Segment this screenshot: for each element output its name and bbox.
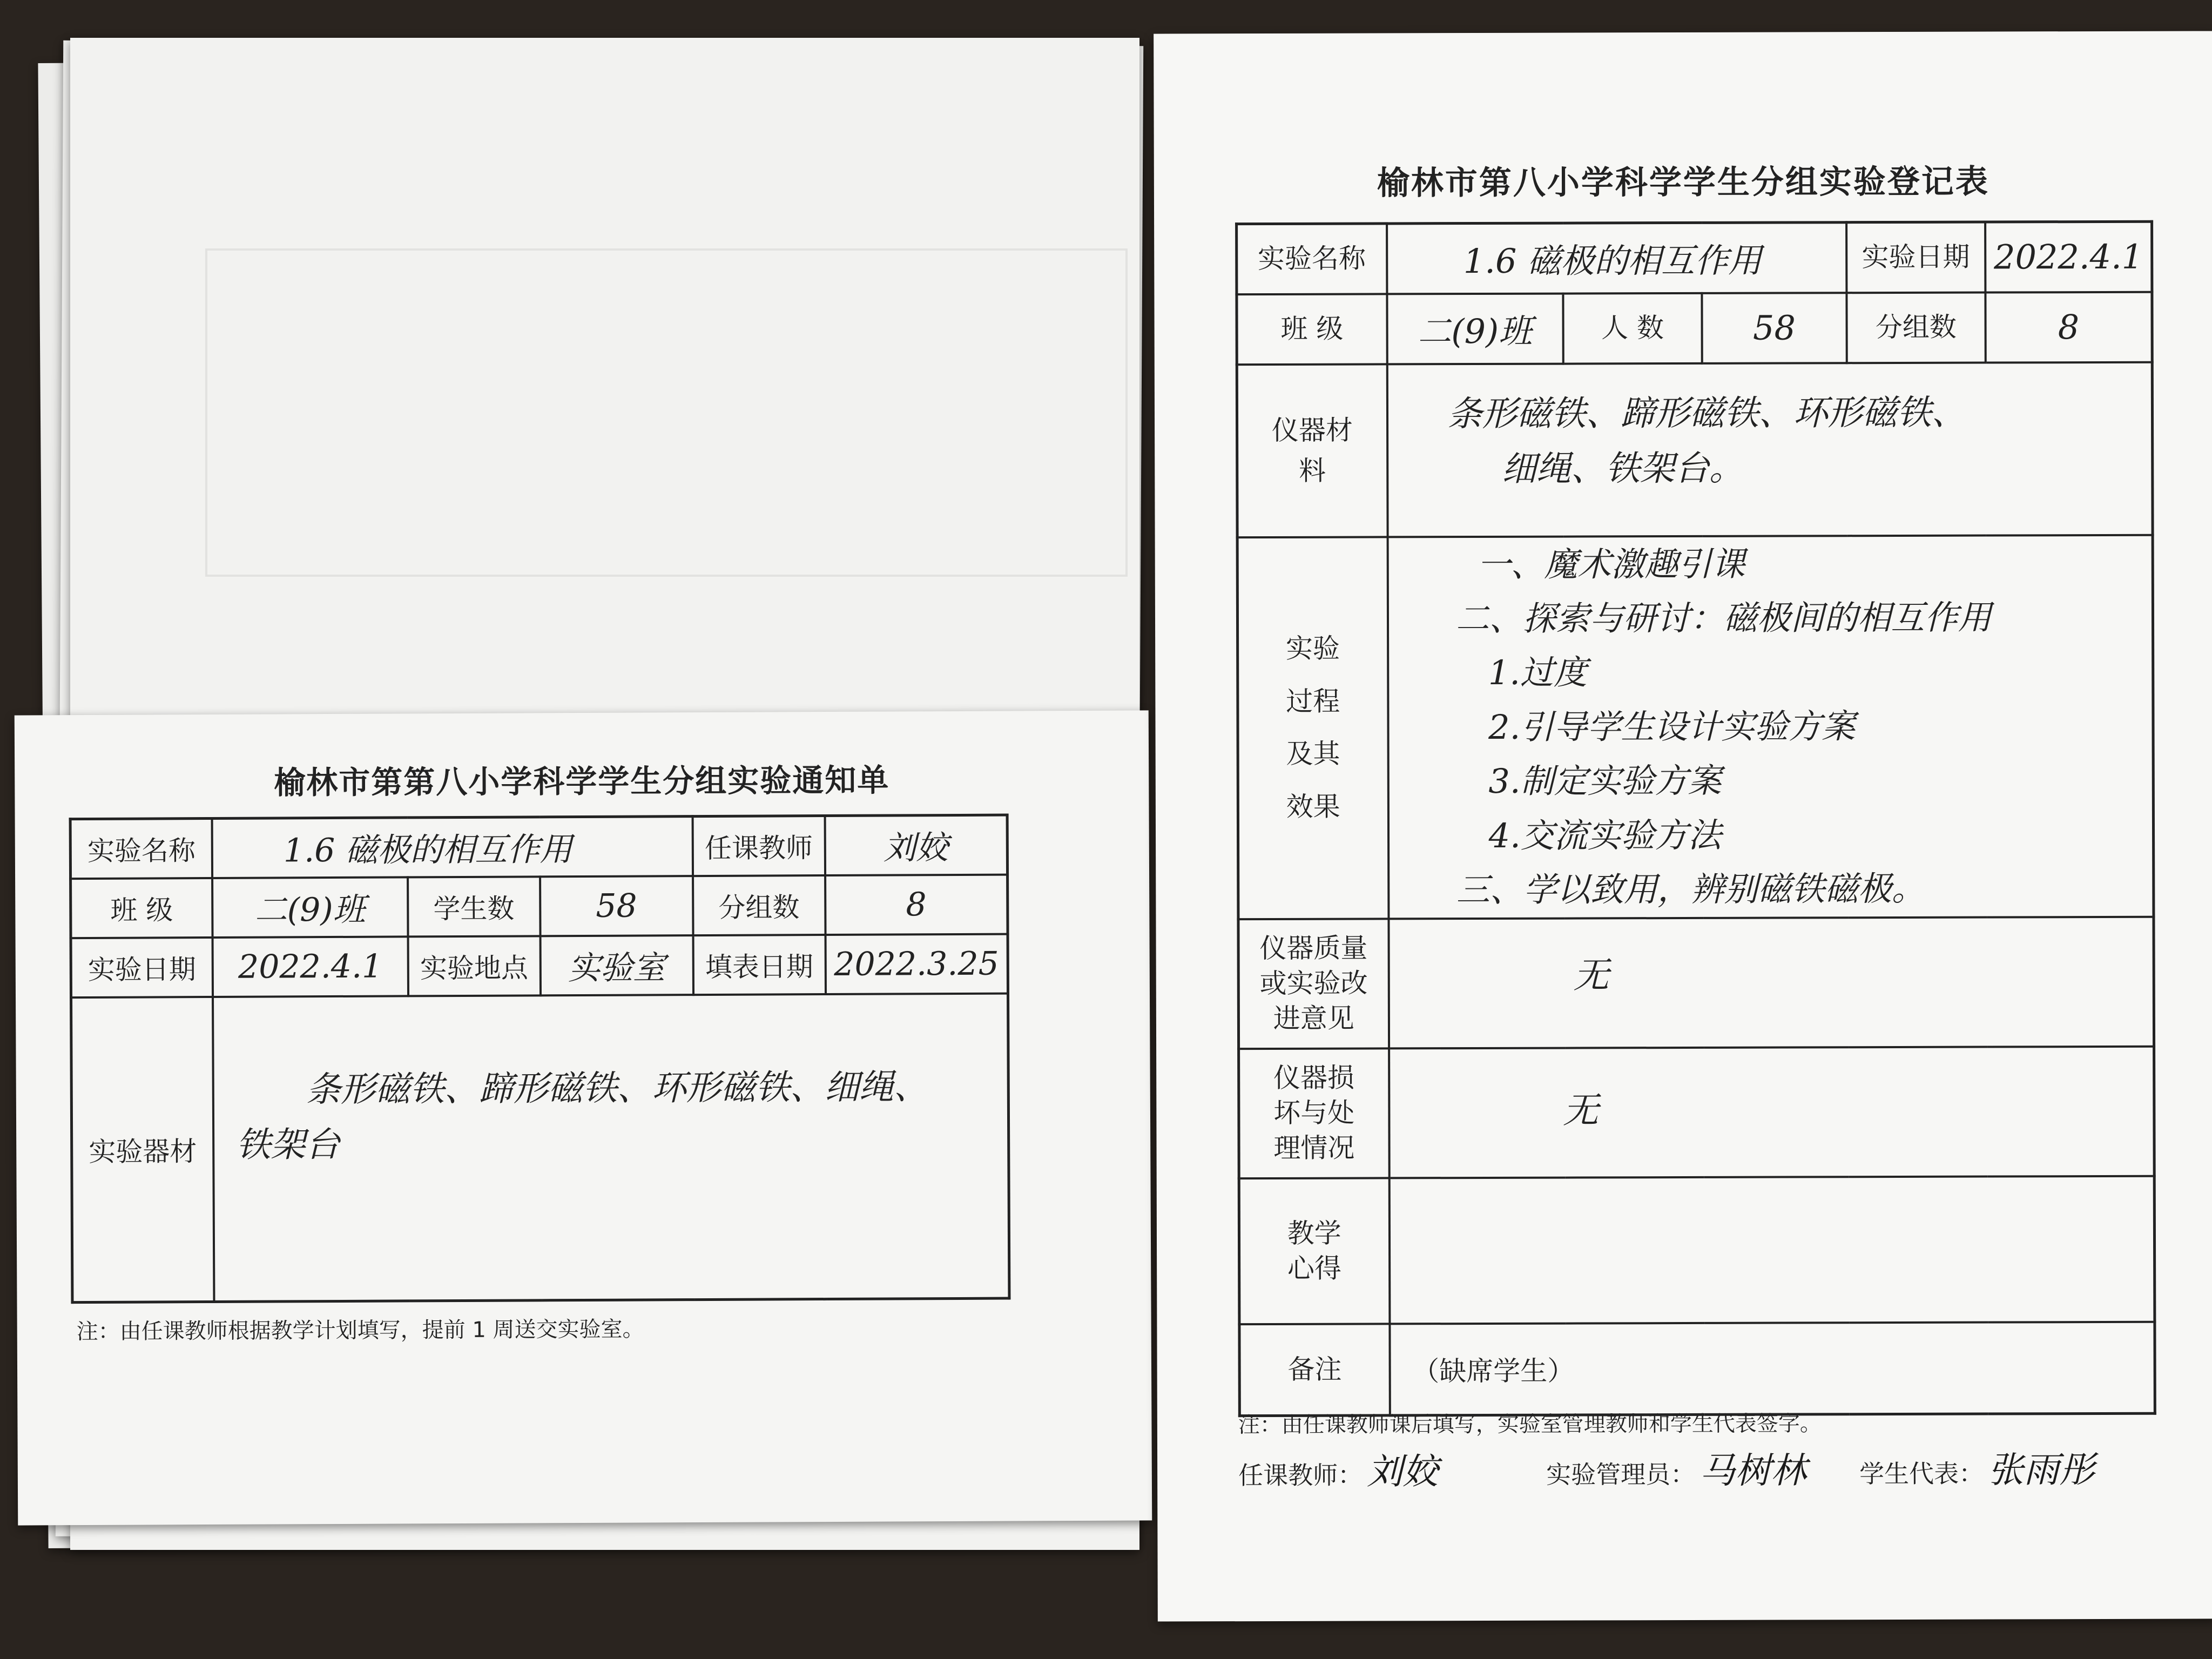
value-experiment-date: 2022.4.1: [213, 936, 408, 997]
value-reflection: [1389, 1176, 2155, 1324]
notice-sheet: [15, 710, 1152, 1525]
register-table: [1235, 220, 2156, 1418]
label-quality: 仪器质量或实验改进意见: [1238, 919, 1389, 1049]
label-student-count: 学生数: [408, 876, 540, 936]
value-process: [1387, 535, 2154, 919]
value-experiment-date: 2022.4.1: [1985, 221, 2152, 292]
signature-value: 马树林: [1700, 1449, 1807, 1492]
value-remarks: （缺席学生）: [1390, 1321, 2155, 1415]
label-reflection: 教学心得: [1239, 1178, 1390, 1324]
label-experiment-date: 实验日期: [1846, 222, 1985, 293]
label-teacher: 任课教师: [692, 816, 825, 876]
process-line: 3.制定实验方案: [1488, 761, 1722, 801]
register-title: 榆林市第八小学科学学生分组实验登记表: [1377, 163, 1990, 203]
value-instruments: [1387, 362, 2153, 537]
faded-table: [205, 248, 1128, 577]
label-equipment: 实验器材: [71, 996, 214, 1302]
signature-label: 学生代表：: [1859, 1459, 1984, 1489]
notice-table: [69, 814, 1011, 1304]
process-line: 二、探索与研讨：磁极间的相互作用: [1455, 597, 1992, 639]
instruments-line: 细绳、铁架台。: [1501, 448, 1744, 489]
value-teacher: 刘姣: [825, 815, 1007, 875]
label-class: 班 级: [1237, 294, 1387, 365]
value-people: 58: [1702, 293, 1846, 363]
value-equipment: [213, 993, 1009, 1301]
process-line: 一、魔术激趣引课: [1477, 544, 1745, 584]
label-fill-date: 填表日期: [693, 935, 825, 995]
process-line: 三、学以致用，辨别磁铁磁极。: [1456, 868, 1925, 910]
value-class: 二(9)班: [212, 877, 408, 938]
label-group-count: 分组数: [693, 875, 825, 935]
signature-label: 实验管理员：: [1546, 1459, 1696, 1489]
process-line: 1.过度: [1488, 652, 1588, 693]
signature-admin: [1546, 1441, 1806, 1493]
label-process: 实验过程及其效果: [1237, 537, 1388, 919]
value-class: 二(9)班: [1387, 293, 1563, 364]
label-remarks: 备注: [1239, 1324, 1390, 1416]
value-location: 实验室: [540, 935, 693, 995]
value-group-count: 8: [1985, 292, 2152, 362]
label-location: 实验地点: [408, 936, 540, 996]
value-damage: 无: [1389, 1046, 2155, 1178]
label-instruments: 仪器材料: [1237, 364, 1387, 537]
label-class: 班 级: [71, 878, 213, 938]
value-group-count: 8: [825, 874, 1008, 934]
process-line: 2.引导学生设计实验方案: [1488, 706, 1856, 747]
notice-footnote: 注：由任课教师根据教学计划填写，提前 1 周送交实验室。: [76, 1317, 644, 1345]
signature-label: 任课教师：: [1238, 1460, 1363, 1491]
value-student-count: 58: [540, 876, 693, 936]
signature-teacher: [1238, 1442, 1438, 1494]
register-footnote: 注：由任课教师课后填写，实验室管理教师和学生代表签字。: [1238, 1411, 1822, 1438]
instruments-line: 条形磁铁、蹄形磁铁、环形磁铁、: [1447, 393, 1966, 434]
value-experiment-name: 1.6 磁极的相互作用: [1387, 222, 1846, 294]
label-experiment-date: 实验日期: [71, 937, 213, 997]
label-experiment-name: 实验名称: [1237, 224, 1387, 294]
signature-student: [1859, 1441, 2095, 1493]
equipment-line: 条形磁铁、蹄形磁铁、环形磁铁、细绳、: [306, 1067, 928, 1110]
value-experiment-name: 1.6 磁极的相互作用: [212, 817, 693, 878]
equipment-line: 铁架台: [236, 1124, 340, 1165]
value-quality: 无: [1388, 916, 2154, 1048]
notice-title: 榆林市第第八小学科学学生分组实验通知单: [274, 761, 890, 801]
signature-value: 刘姣: [1367, 1451, 1439, 1493]
label-group-count: 分组数: [1846, 292, 1985, 363]
value-fill-date: 2022.3.25: [825, 934, 1008, 994]
process-line: 4.交流实验方法: [1488, 815, 1722, 855]
register-sheet: [1154, 31, 2212, 1621]
label-people: 人 数: [1563, 293, 1702, 363]
label-damage: 仪器损坏与处理情况: [1239, 1048, 1390, 1178]
label-experiment-name: 实验名称: [70, 818, 212, 878]
signature-value: 张雨彤: [1988, 1449, 2095, 1491]
